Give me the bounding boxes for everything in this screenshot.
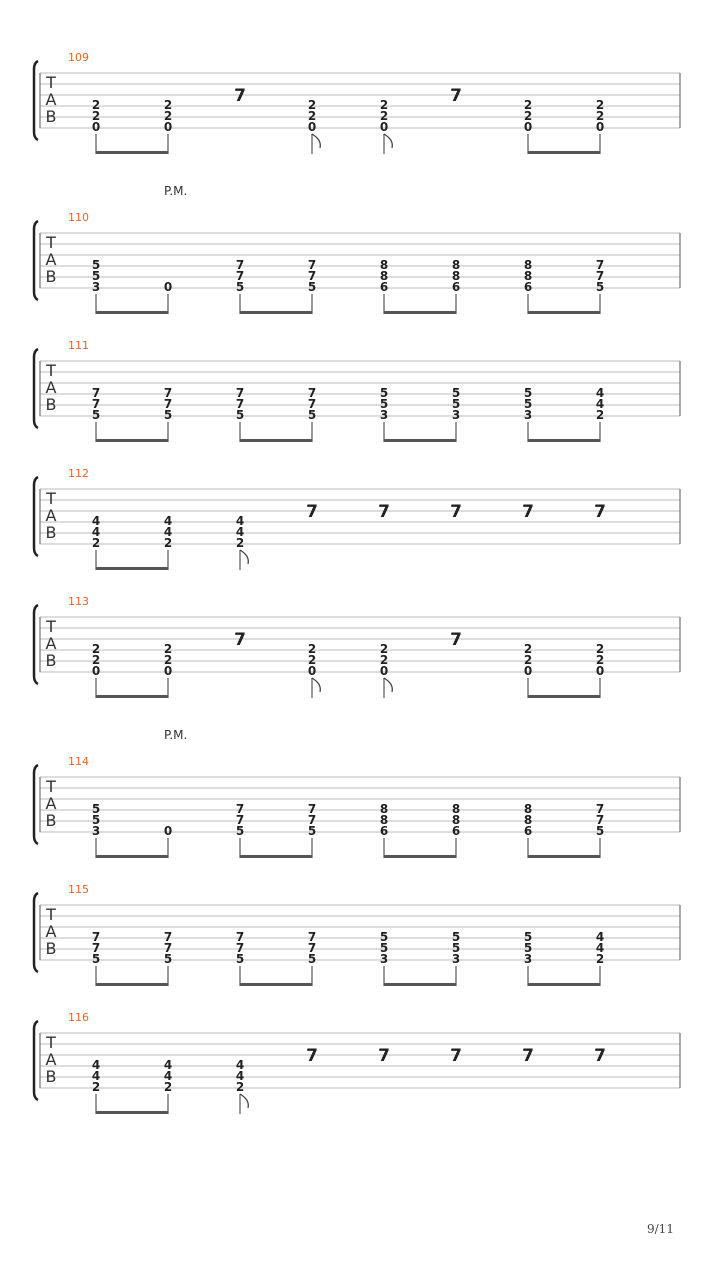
fret-number: 5 [379,941,389,955]
fret-number: 7 [595,269,605,283]
fret-number: 6 [451,280,461,294]
fret-number: 5 [307,824,317,838]
fret-number: 3 [451,408,461,422]
fret-number: 7 [235,941,245,955]
fret-number: 2 [163,642,173,656]
fret-number: 2 [595,109,605,123]
fret-number: 2 [379,642,389,656]
page-number: 9/11 [647,1222,674,1236]
fret-number: 0 [595,120,605,134]
tab-clef-letter: A [45,922,57,941]
fret-number: 5 [91,408,101,422]
fret-number: 7 [235,386,245,400]
fret-number: 2 [595,408,605,422]
fret-number: 5 [307,280,317,294]
fret-number: 7 [307,813,317,827]
fret-number: 2 [235,536,245,550]
fret-number: 7 [235,258,245,272]
tab-clef-letter: T [46,905,56,924]
measure-number: 112 [68,467,89,480]
tab-clef-letter: B [45,651,57,670]
fret-number: 8 [451,813,461,827]
tab-clef-letter: T [46,489,56,508]
tab-clef-letter: B [45,1067,57,1086]
measure-number: 116 [68,1011,89,1024]
fret-number: 5 [91,813,101,827]
system-bracket [34,765,38,844]
fret-number: 5 [91,952,101,966]
fret-number: 2 [163,1080,173,1094]
tab-clef-letter: T [46,233,56,252]
fret-number: 7 [163,930,173,944]
eighth-rest: 7 [306,502,318,522]
tab-clef-letter: B [45,267,57,286]
fret-number: 2 [91,642,101,656]
fret-number: 8 [379,258,389,272]
beam [96,855,168,858]
tab-clef-letter: T [46,777,56,796]
fret-number: 2 [91,1080,101,1094]
tab-clef-letter: A [45,90,57,109]
fret-number: 2 [307,653,317,667]
fret-number: 3 [91,280,101,294]
fret-number: 5 [91,269,101,283]
measure-number: 110 [68,211,89,224]
eighth-rest: 7 [378,502,390,522]
fret-number: 5 [523,930,533,944]
fret-number: 5 [379,397,389,411]
fret-number: 7 [307,397,317,411]
fret-number: 7 [307,258,317,272]
fret-number: 7 [595,258,605,272]
beam [96,567,168,570]
fret-number: 7 [91,930,101,944]
fret-number: 0 [163,664,173,678]
fret-number: 2 [91,536,101,550]
eighth-rest: 7 [234,630,246,650]
eighth-rest: 7 [378,1046,390,1066]
fret-number: 8 [451,269,461,283]
fret-number: 0 [163,824,173,838]
fret-number: 2 [91,109,101,123]
fret-number: 6 [451,824,461,838]
fret-number: 0 [523,120,533,134]
tab-clef-letter: B [45,395,57,414]
fret-number: 8 [379,269,389,283]
fret-number: 2 [595,98,605,112]
system-bracket [34,477,38,556]
beam [384,855,456,858]
system-bracket [34,605,38,684]
tab-clef-letter: T [46,617,56,636]
fret-number: 8 [451,258,461,272]
beam [384,311,456,314]
beam [384,439,456,442]
eighth-rest: 7 [450,502,462,522]
tab-clef-letter: B [45,107,57,126]
fret-number: 4 [595,941,605,955]
fret-number: 5 [163,952,173,966]
palm-mute-label: P.M. [164,184,188,198]
fret-number: 7 [595,813,605,827]
fret-number: 7 [163,941,173,955]
fret-number: 4 [91,525,101,539]
tab-clef-letter: A [45,378,57,397]
beam [96,151,168,154]
fret-number: 5 [235,408,245,422]
beam [96,1111,168,1114]
eighth-rest: 7 [306,1046,318,1066]
palm-mute-label: P.M. [164,728,188,742]
fret-number: 5 [307,408,317,422]
fret-number: 4 [235,1058,245,1072]
eighth-flag [384,134,392,148]
fret-number: 5 [235,824,245,838]
fret-number: 8 [523,802,533,816]
tab-clef-letter: A [45,794,57,813]
fret-number: 4 [163,514,173,528]
fret-number: 2 [595,653,605,667]
fret-number: 4 [91,1069,101,1083]
fret-number: 3 [523,408,533,422]
beam [240,855,312,858]
fret-number: 6 [523,824,533,838]
fret-number: 3 [523,952,533,966]
fret-number: 8 [523,813,533,827]
eighth-rest: 7 [234,86,246,106]
measure-number: 113 [68,595,89,608]
beam [528,151,600,154]
fret-number: 4 [163,1058,173,1072]
fret-number: 5 [235,280,245,294]
tab-clef-letter: A [45,506,57,525]
fret-number: 2 [523,109,533,123]
fret-number: 5 [595,824,605,838]
eighth-flag [384,678,392,692]
eighth-rest: 7 [450,1046,462,1066]
fret-number: 0 [595,664,605,678]
fret-number: 2 [91,653,101,667]
beam [384,983,456,986]
eighth-flag [312,678,320,692]
fret-number: 5 [307,952,317,966]
fret-number: 2 [523,642,533,656]
eighth-rest: 7 [522,502,534,522]
fret-number: 6 [523,280,533,294]
fret-number: 8 [451,802,461,816]
fret-number: 4 [235,514,245,528]
fret-number: 2 [379,109,389,123]
fret-number: 2 [163,109,173,123]
fret-number: 7 [91,397,101,411]
fret-number: 5 [91,258,101,272]
system-bracket [34,221,38,300]
eighth-rest: 7 [594,502,606,522]
fret-number: 7 [163,397,173,411]
fret-number: 4 [595,930,605,944]
fret-number: 4 [595,397,605,411]
fret-number: 2 [523,653,533,667]
fret-number: 6 [379,280,389,294]
fret-number: 7 [307,930,317,944]
fret-number: 2 [379,653,389,667]
tab-clef-letter: B [45,939,57,958]
fret-number: 4 [595,386,605,400]
fret-number: 7 [307,386,317,400]
tab-clef-letter: A [45,634,57,653]
fret-number: 7 [307,269,317,283]
system-bracket [34,349,38,428]
beam [96,311,168,314]
eighth-rest: 7 [594,1046,606,1066]
tab-clef-letter: T [46,1033,56,1052]
fret-number: 8 [523,258,533,272]
tab-clef-letter: A [45,250,57,269]
beam [96,439,168,442]
tab-clef-letter: B [45,523,57,542]
tab-clef-letter: B [45,811,57,830]
eighth-flag [240,1094,248,1108]
fret-number: 4 [235,525,245,539]
fret-number: 8 [523,269,533,283]
fret-number: 3 [91,824,101,838]
fret-number: 7 [163,386,173,400]
fret-number: 7 [235,813,245,827]
measure-number: 114 [68,755,89,768]
beam [96,983,168,986]
fret-number: 2 [91,98,101,112]
fret-number: 5 [523,386,533,400]
fret-number: 3 [379,952,389,966]
beam [240,311,312,314]
fret-number: 5 [595,280,605,294]
fret-number: 5 [451,930,461,944]
fret-number: 0 [307,120,317,134]
fret-number: 7 [235,802,245,816]
fret-number: 0 [379,120,389,134]
system-bracket [34,61,38,140]
fret-number: 7 [235,269,245,283]
fret-number: 4 [163,1069,173,1083]
fret-number: 2 [307,98,317,112]
fret-number: 2 [595,642,605,656]
fret-number: 8 [379,802,389,816]
measure-number: 109 [68,51,89,64]
eighth-rest: 7 [522,1046,534,1066]
fret-number: 4 [235,1069,245,1083]
beam [240,439,312,442]
fret-number: 7 [307,802,317,816]
fret-number: 4 [163,525,173,539]
measure-number: 115 [68,883,89,896]
beam [528,855,600,858]
fret-number: 5 [163,408,173,422]
fret-number: 2 [307,642,317,656]
system-bracket [34,893,38,972]
fret-number: 4 [91,1058,101,1072]
fret-number: 0 [91,120,101,134]
fret-number: 2 [163,653,173,667]
fret-number: 5 [91,802,101,816]
fret-number: 2 [595,952,605,966]
fret-number: 7 [595,802,605,816]
beam [528,311,600,314]
fret-number: 3 [451,952,461,966]
eighth-flag [312,134,320,148]
fret-number: 5 [235,952,245,966]
beam [528,983,600,986]
fret-number: 5 [451,386,461,400]
fret-number: 5 [379,386,389,400]
fret-number: 0 [91,664,101,678]
eighth-flag [240,550,248,564]
fret-number: 0 [307,664,317,678]
measure-number: 111 [68,339,89,352]
fret-number: 7 [235,930,245,944]
fret-number: 0 [163,120,173,134]
fret-number: 2 [163,98,173,112]
eighth-rest: 7 [450,86,462,106]
fret-number: 2 [307,109,317,123]
fret-number: 5 [523,941,533,955]
tab-clef-letter: A [45,1050,57,1069]
tab-clef-letter: T [46,73,56,92]
fret-number: 0 [163,280,173,294]
fret-number: 5 [379,930,389,944]
fret-number: 7 [91,386,101,400]
fret-number: 2 [523,98,533,112]
beam [240,983,312,986]
fret-number: 4 [91,514,101,528]
fret-number: 2 [379,98,389,112]
system-bracket [34,1021,38,1100]
fret-number: 8 [379,813,389,827]
fret-number: 2 [163,536,173,550]
fret-number: 5 [451,397,461,411]
fret-number: 5 [523,397,533,411]
fret-number: 7 [91,941,101,955]
fret-number: 3 [379,408,389,422]
beam [528,439,600,442]
fret-number: 6 [379,824,389,838]
fret-number: 7 [307,941,317,955]
eighth-rest: 7 [450,630,462,650]
beam [528,695,600,698]
fret-number: 7 [235,397,245,411]
tab-clef-letter: T [46,361,56,380]
fret-number: 2 [235,1080,245,1094]
fret-number: 5 [451,941,461,955]
beam [96,695,168,698]
fret-number: 0 [379,664,389,678]
fret-number: 0 [523,664,533,678]
